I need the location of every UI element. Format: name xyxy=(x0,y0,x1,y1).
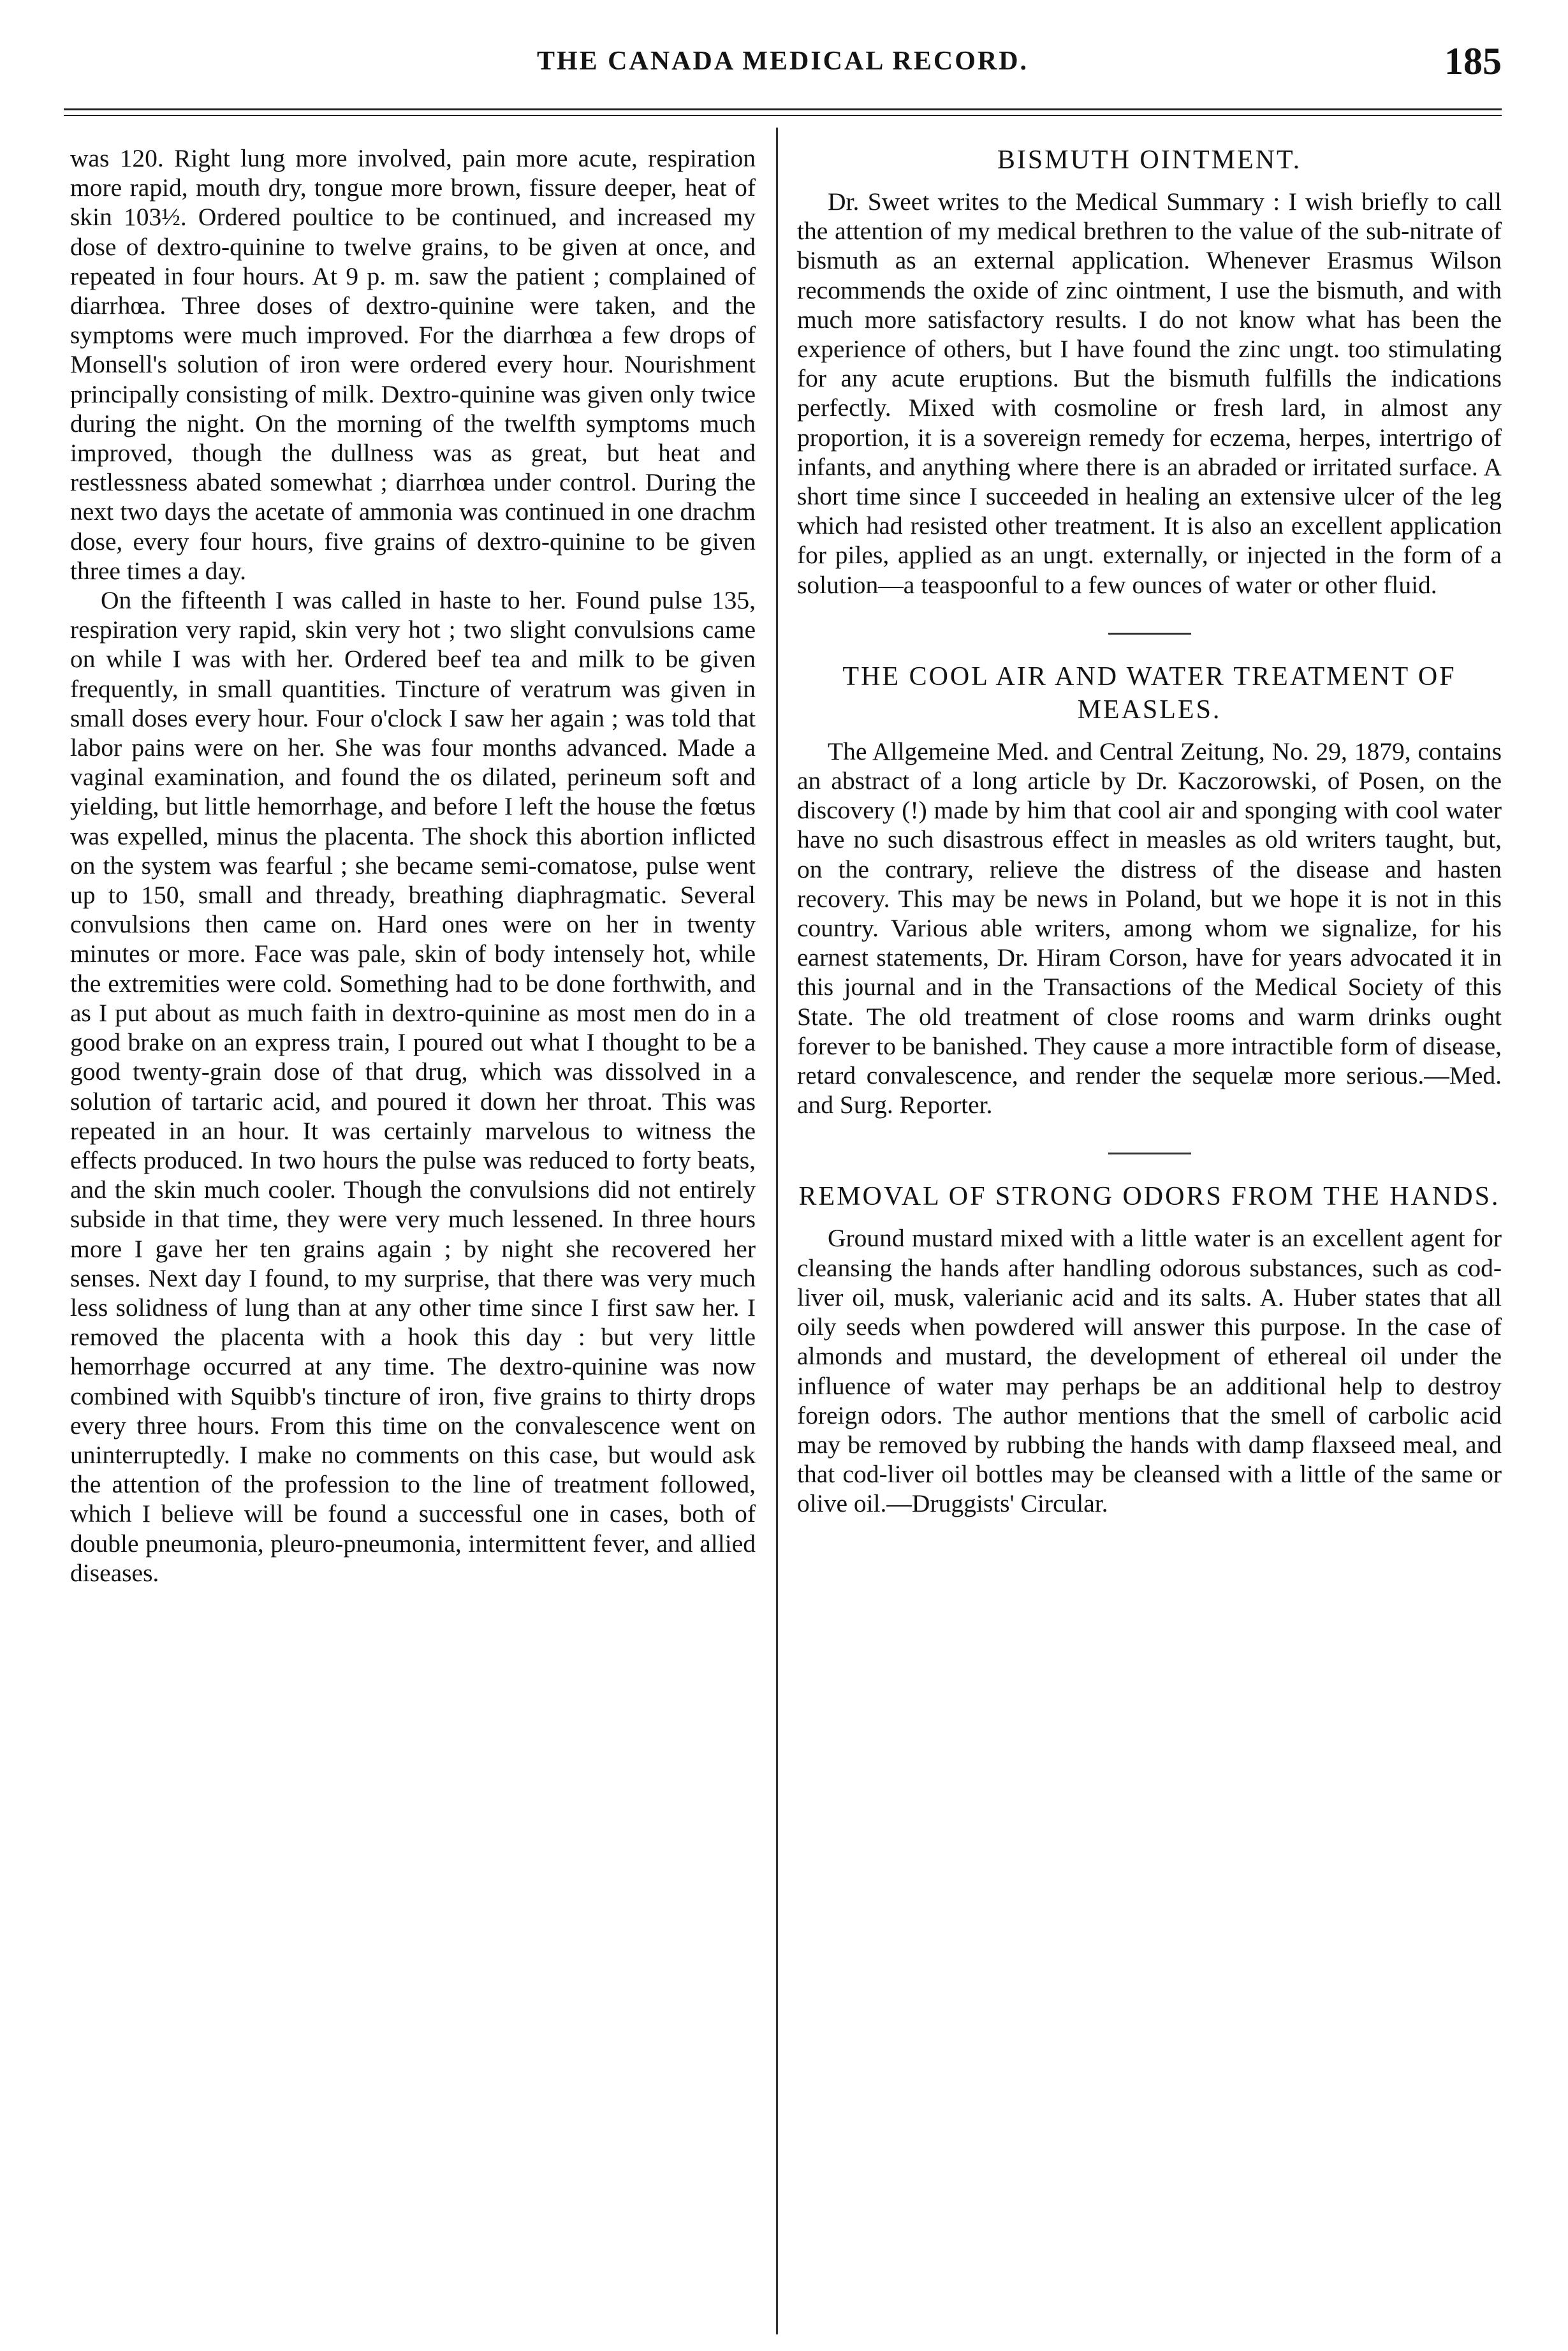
article-text-measles: The Allgemeine Med. and Central Zeitung, No. 29, 1879, contains an abstract of a long article by Dr. Kaczorowski, of Posen, on the discovery (!) made by him that cool air and sponging with cool water have no such disastrous effect in measles as old writers taught, but, on the contrary, relieve the distress of the disease and hasten recovery. This may be news in Poland, but we hope it is not in this country. Various able writers, among whom we signalize, for his earnest statements, Dr. Hiram Corson, have for years advocated it in this journal and in the Transactions of the Medical Society of this State. The old treatment of close rooms and warm drinks ought forever to be banished. They cause a more intractible form of disease, retard convalescence, and render the sequelæ more serious.—Med. and Surg. Reporter. xyxy=(797,737,1502,1119)
article-title-odors: REMOVAL OF STRONG ODORS FROM THE HANDS. xyxy=(798,1182,1500,1212)
case-report-paragraph-1: was 120. Right lung more involved, pain more acute, respiration more rapid, mouth dry, tongue more brown, fissure deeper, heat of skin 103½. Ordered poultice to be continued, and increased my dose of dextro-quinine to twelve grains, to be given at once, and repeated in four hours. At 9 p. m. saw the patient ; complained of diarrhœa. Three doses of dextro-quinine were taken, and the symptoms were much improved. For the diarrhœa a few drops of Monsell's solution of iron were ordered every hour. Nourishment principally consisting of milk. Dextro-quinine was given only twice during the night. On the morning of the twelfth symptoms much improved, though the dullness was as great, but heat and restlessness abated somewhat ; diarrhœa under control. During the next two days the acetate of ammonia was continued in one drachm dose, every four hours, five grains of dextro-quinine to be given three times a day. xyxy=(70,144,756,585)
article-text-bismuth-ointment: Dr. Sweet writes to the Medical Summary : I wish briefly to call the attention of my medical brethren to the value of the sub-nitrate of bismuth as an external application. Whenever Erasmus Wilson recommends the oxide of zinc ointment, I use the bismuth, and with much more satisfactory results. I do not know what has been the experience of others, but I have found the zinc ungt. too stimulating for any acute eruptions. But the bismuth fulfills the indications perfectly. Mixed with cosmoline or fresh lard, in almost any proportion, it is a sovereign remedy for eczema, herpes, intertrigo of infants, and anything where there is an abraded or irritated surface. A short time since I succeeded in healing an extensive ulcer of the leg which had resisted other treatment. It is also an excellent application for piles, applied as an ungt. externally, or injected in the form of a solution—a teaspoonful to a few ounces of water or other fluid. xyxy=(797,188,1502,599)
header-rule-top xyxy=(64,108,1502,110)
header-rule-bottom xyxy=(64,115,1502,116)
section-separator xyxy=(1108,633,1191,635)
page-header xyxy=(64,40,1502,84)
case-report-paragraph-2: On the fifteenth I was called in haste to her. Found pulse 135, respiration very rapid, skin very hot ; two slight convulsions came on while I was with her. Ordered beef tea and milk to be given frequently, in small quantities. Tincture of veratrum was given in small doses every hour. Four o'clock I saw her again ; was told that labor pains were on her. She was four months advanced. Made a vaginal examination, and found the os dilated, perineum soft and yielding, but little hemorrhage, and before I left the house the fœtus was expelled, minus the placenta. The shock this abortion inflicted on the system was fearful ; she became semi-comatose, pulse went up to 150, small and thready, breathing diaphragmatic. Several convulsions then came on. Hard ones were on her in twenty minutes or more. Face was pale, skin of body intensely hot, while the extremities were cold. Something had to be done forthwith, and as I put about as much faith in dextro-quinine as most men do in a good brake on an express train, I poured out what I thought to be a good twenty-grain dose of that drug, which was dissolved in a solution of tartaric acid, and poured it down her throat. This was repeated in an hour. It was certainly marvelous to witness the effects produced. In two hours the pulse was reduced to forty beats, and the skin much cooler. Though the convulsions did not entirely subside in that time, they were very much lessened. In three hours more I gave her ten grains again ; by night she recovered her senses. Next day I found, to my surprise, that there was very much less solidness of lung than at any other time since I first saw her. I removed the placenta with a hook this day : but very little hemorrhage occurred at any time. The dextro-quinine was now combined with Squibb's tincture of iron, five grains to thirty drops every three hours. From this time on the convalescence went on uninterruptedly. I make no comments on this case, but would ask the attention of the profession to the line of treatment followed, which I believe will be found a successful one in cases, both of double pneumonia, pleuro-pneumonia, intermittent fever, and allied diseases. xyxy=(70,586,756,1587)
right-column xyxy=(797,144,1502,1519)
article-text-odors: Ground mustard mixed with a little water is an excellent agent for cleansing the hands after handling odorous substances, such as cod-liver oil, musk, valerianic acid and its salts. A. Huber states that all oily seeds when powdered will answer this purpose. In the case of almonds and mustard, the development of ethereal oil under the influence of water may perhaps be an additional help to destroy foreign odors. The author mentions that the smell of carbolic acid may be removed by rubbing the hands with damp flaxseed meal, and that cod-liver oil bottles may be cleansed with a little of the same or olive oil.—Druggists' Circular. xyxy=(797,1224,1502,1518)
page-number: 185 xyxy=(1444,40,1502,82)
article-title-measles: THE COOL AIR AND WATER TREATMENT OF MEASLES. xyxy=(842,661,1456,725)
journal-title: THE CANADA MEDICAL RECORD. xyxy=(536,47,1029,76)
section-separator xyxy=(1108,1153,1191,1154)
column-divider xyxy=(776,128,778,2334)
article-title-bismuth-ointment: BISMUTH OINTMENT. xyxy=(997,145,1302,175)
left-column xyxy=(70,144,756,1588)
